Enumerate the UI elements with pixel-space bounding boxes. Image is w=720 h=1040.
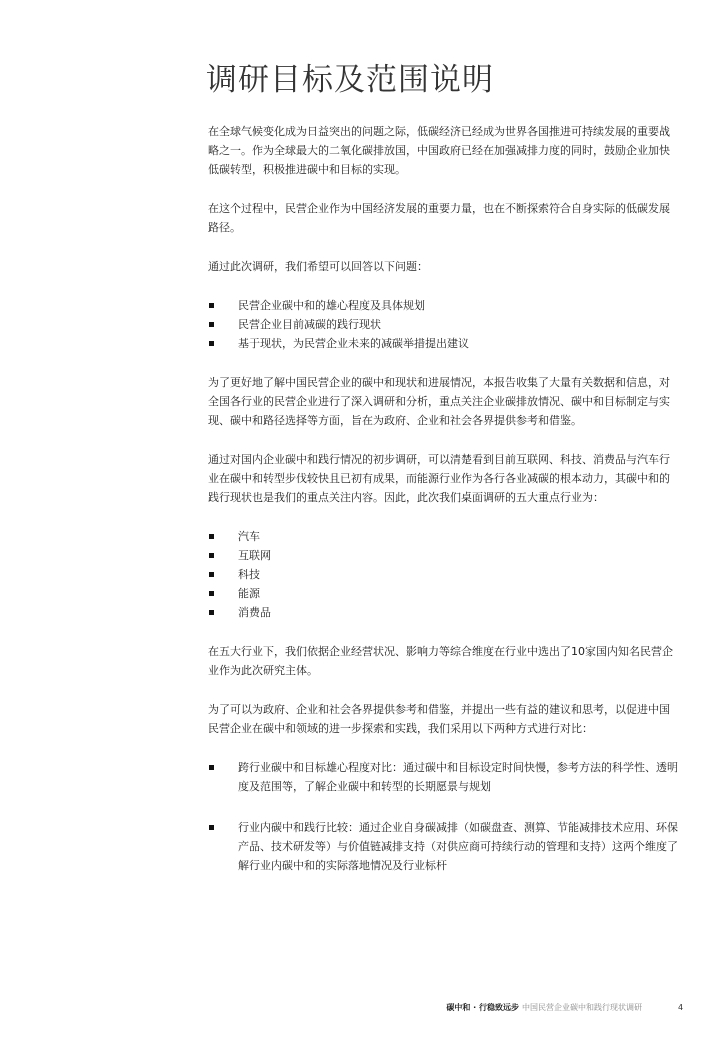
list-item bbox=[208, 315, 678, 334]
list-item-text: 科技 bbox=[238, 568, 260, 581]
list-item-text: 跨行业碳中和目标雄心程度对比：通过碳中和目标设定时间快慢，参考方法的科学性、透明度及范围等，了解企业碳中和转型的长期愿景与规划 bbox=[238, 761, 678, 793]
list-item bbox=[208, 527, 678, 546]
list-item bbox=[208, 565, 678, 584]
paragraph-research-questions-intro: 通过此次调研，我们希望可以回答以下问题： bbox=[208, 260, 428, 273]
list-item-text: 行业内碳中和践行比较：通过企业自身碳减排（如碳盘查、测算、节能减排技术应用、环保产品、技术研发等）与价值链减排支持（对供应商可持续行动的管理和支持）这两个维度了解行业内碳中和的实际落地情况及行业标杆 bbox=[238, 821, 678, 872]
list-item-text: 基于现状，为民营企业未来的减碳举措提出建议 bbox=[238, 337, 469, 350]
bullet-icon bbox=[209, 341, 214, 346]
bullet-icon bbox=[209, 610, 214, 615]
footer-series-title: 碳中和 · 行稳致远步 bbox=[446, 1003, 519, 1012]
list-item bbox=[208, 603, 678, 622]
list-item bbox=[208, 546, 678, 565]
list-item-text: 民营企业碳中和的雄心程度及具体规划 bbox=[238, 299, 425, 312]
footer-report-title: 中国民营企业碳中和践行现状调研 bbox=[522, 1003, 642, 1012]
paragraph-comparison-intro: 为了可以为政府、企业和社会各界提供参考和借鉴，并提出一些有益的建议和思考，以促进中国民营企业在碳中和领域的进一步探索和实践，我们采用以下两种方式进行对比： bbox=[208, 703, 670, 735]
paragraph-report-scope: 为了更好地了解中国民营企业的碳中和现状和进展情况，本报告收集了大量有关数据和信息，对全国各行业的民营企业进行了深入调研和分析，重点关注企业碳排放情况、碳中和目标制定与实现、碳中和路径选择等方面，旨在为政府、企业和社会各界提供参考和借鉴。 bbox=[208, 376, 670, 427]
paragraph-intro: 在全球气候变化成为日益突出的问题之际，低碳经济已经成为世界各国推进可持续发展的重要战略之一。作为全球最大的二氧化碳排放国，中国政府已经在加强减排力度的同时，鼓励企业加快低碳转型，积极推进碳中和目标的实现。 bbox=[208, 125, 670, 176]
main-content bbox=[208, 122, 678, 897]
bullet-icon bbox=[209, 534, 214, 539]
footer-text bbox=[446, 1002, 642, 1014]
paragraph-key-industries: 通过对国内企业碳中和践行情况的初步调研，可以清楚看到目前互联网、科技、消费品与汽车行业在碳中和转型步伐较快且已初有成果，而能源行业作为各行各业减碳的根本动力，其碳中和的践行现状也是我们的重点关注内容。因此，此次我们桌面调研的五大重点行业为： bbox=[208, 453, 670, 504]
research-questions-list bbox=[208, 296, 678, 353]
list-item-text: 互联网 bbox=[238, 549, 271, 562]
bullet-icon bbox=[209, 303, 214, 308]
bullet-icon bbox=[209, 591, 214, 596]
list-item bbox=[208, 758, 678, 796]
bullet-icon bbox=[209, 553, 214, 558]
list-item bbox=[208, 818, 678, 875]
bullet-icon bbox=[209, 322, 214, 327]
list-item-text: 能源 bbox=[238, 587, 260, 600]
list-item bbox=[208, 584, 678, 603]
list-item bbox=[208, 296, 678, 315]
list-item-text: 汽车 bbox=[238, 530, 260, 543]
list-item-text: 消费品 bbox=[238, 606, 271, 619]
comparison-methods-list bbox=[208, 758, 678, 875]
paragraph-private-enterprises: 在这个过程中，民营企业作为中国经济发展的重要力量，也在不断探索符合自身实际的低碳发展路径。 bbox=[208, 202, 670, 234]
list-item bbox=[208, 334, 678, 353]
page-title: 调研目标及范围说明 bbox=[206, 62, 494, 98]
bullet-icon bbox=[209, 572, 214, 577]
paragraph-research-subjects: 在五大行业下，我们依据企业经营状况、影响力等综合维度在行业中选出了10家国内知名民营企业作为此次研究主体。 bbox=[208, 645, 673, 677]
page-number: 4 bbox=[678, 1003, 684, 1012]
list-item-text: 民营企业目前减碳的践行现状 bbox=[238, 318, 381, 331]
bullet-icon bbox=[209, 765, 214, 770]
bullet-icon bbox=[209, 825, 214, 830]
industries-list bbox=[208, 527, 678, 622]
